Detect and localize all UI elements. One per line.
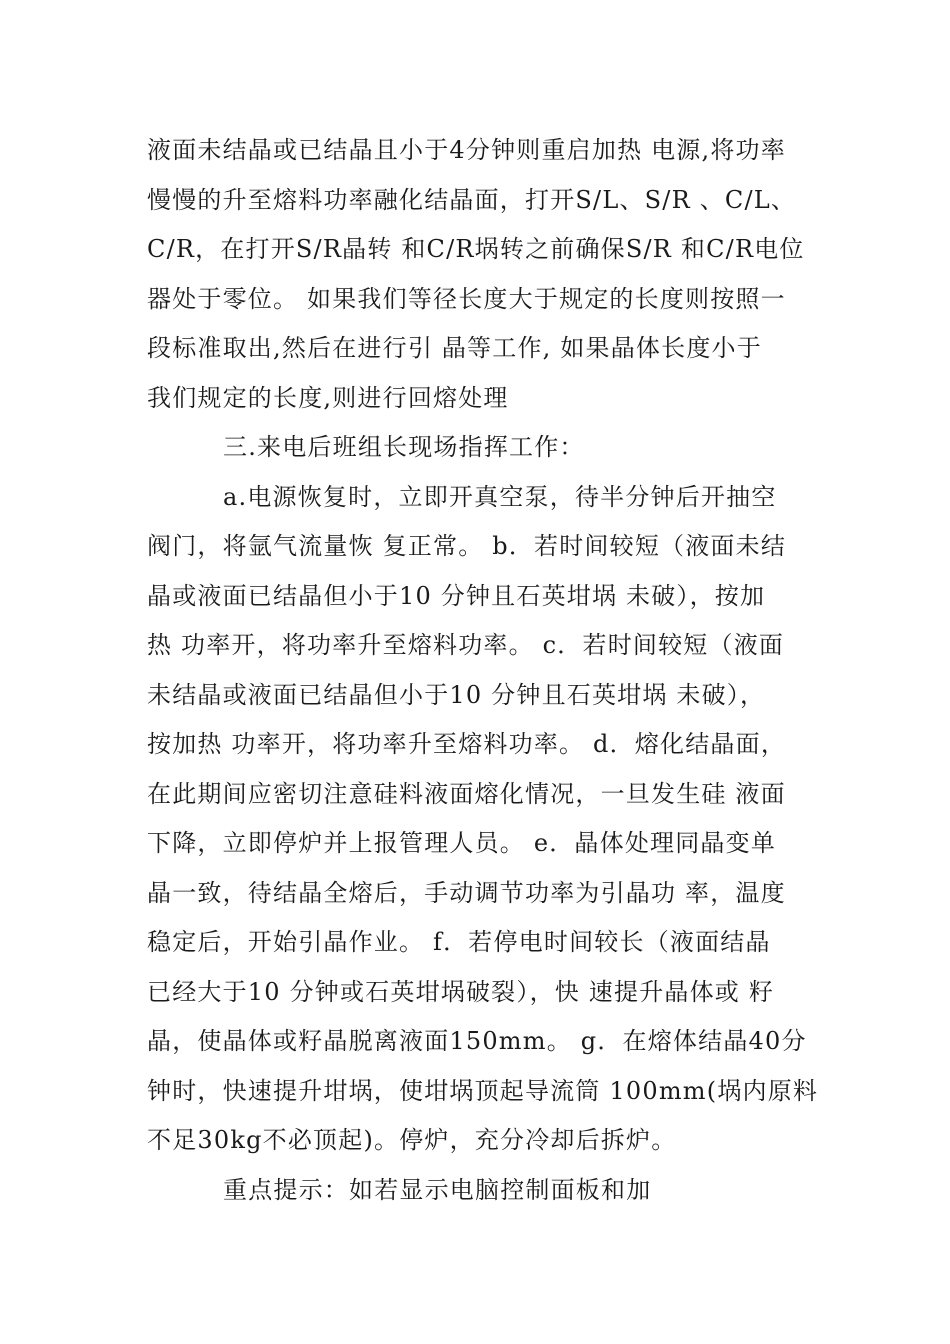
text-line: 按加热 功率开，将功率升至熔料功率。 d．熔化结晶面，: [147, 730, 787, 758]
text-line: 钟时，快速提升坩埚，使坩埚顶起导流筒 100mm(埚内原料: [147, 1076, 819, 1105]
text-line: 稳定后，开始引晶作业。 f．若停电时间较长（液面结晶: [147, 928, 771, 956]
text-line: 未结晶或液面已结晶但小于10 分钟且石英坩埚 未破），: [147, 680, 766, 709]
text-line: 下降，立即停炉并上报管理人员。 e．晶体处理同晶变单: [147, 829, 777, 857]
text-line: 我们规定的长度,则进行回熔处理: [147, 383, 509, 412]
document-body: [147, 126, 819, 1215]
text-line: 晶，使晶体或籽晶脱离液面150mm。 g．在熔体结晶40分: [147, 1027, 807, 1055]
text-line: 在此期间应密切注意硅料液面熔化情况，一旦发生硅 液面: [147, 779, 786, 808]
text-line: 慢慢的升至熔料功率融化结晶面，打开S/L、S/R 、C/L、: [147, 185, 797, 214]
text-line: 已经大于10 分钟或石英坩埚破裂），快 速提升晶体或 籽: [147, 977, 775, 1006]
text-line: 液面未结晶或已结晶且小于4分钟则重启加热 电源,将功率: [147, 136, 786, 164]
text-line: C/R，在打开S/R晶转 和C/R埚转之前确保S/R 和C/R电位: [147, 235, 805, 263]
text-line: 晶一致，待结晶全熔后，手动调节功率为引晶功 率，温度: [147, 878, 786, 907]
text-line: a.电源恢复时，立即开真空泵，待半分钟后开抽空: [223, 482, 777, 511]
text-line: 热 功率开，将功率升至熔料功率。 c．若时间较短（液面: [147, 631, 785, 659]
section-heading: 三.来电后班组长现场指挥工作：: [223, 433, 585, 461]
text-line: 段标准取出,然后在进行引 晶等工作, 如果晶体长度小于: [147, 334, 762, 362]
text-line: 阀门，将氩气流量恢 复正常。 b．若时间较短（液面未结: [147, 532, 787, 560]
text-line: 晶或液面已结晶但小于10 分钟且石英坩埚 未破），按加: [147, 581, 766, 610]
text-line: 器处于零位。 如果我们等径长度大于规定的长度则按照一: [147, 284, 786, 313]
text-line: 不足30kg不必顶起)。停炉，充分冷却后拆炉。: [147, 1126, 677, 1154]
key-tip-line: 重点提示：如若显示电脑控制面板和加: [223, 1175, 652, 1204]
